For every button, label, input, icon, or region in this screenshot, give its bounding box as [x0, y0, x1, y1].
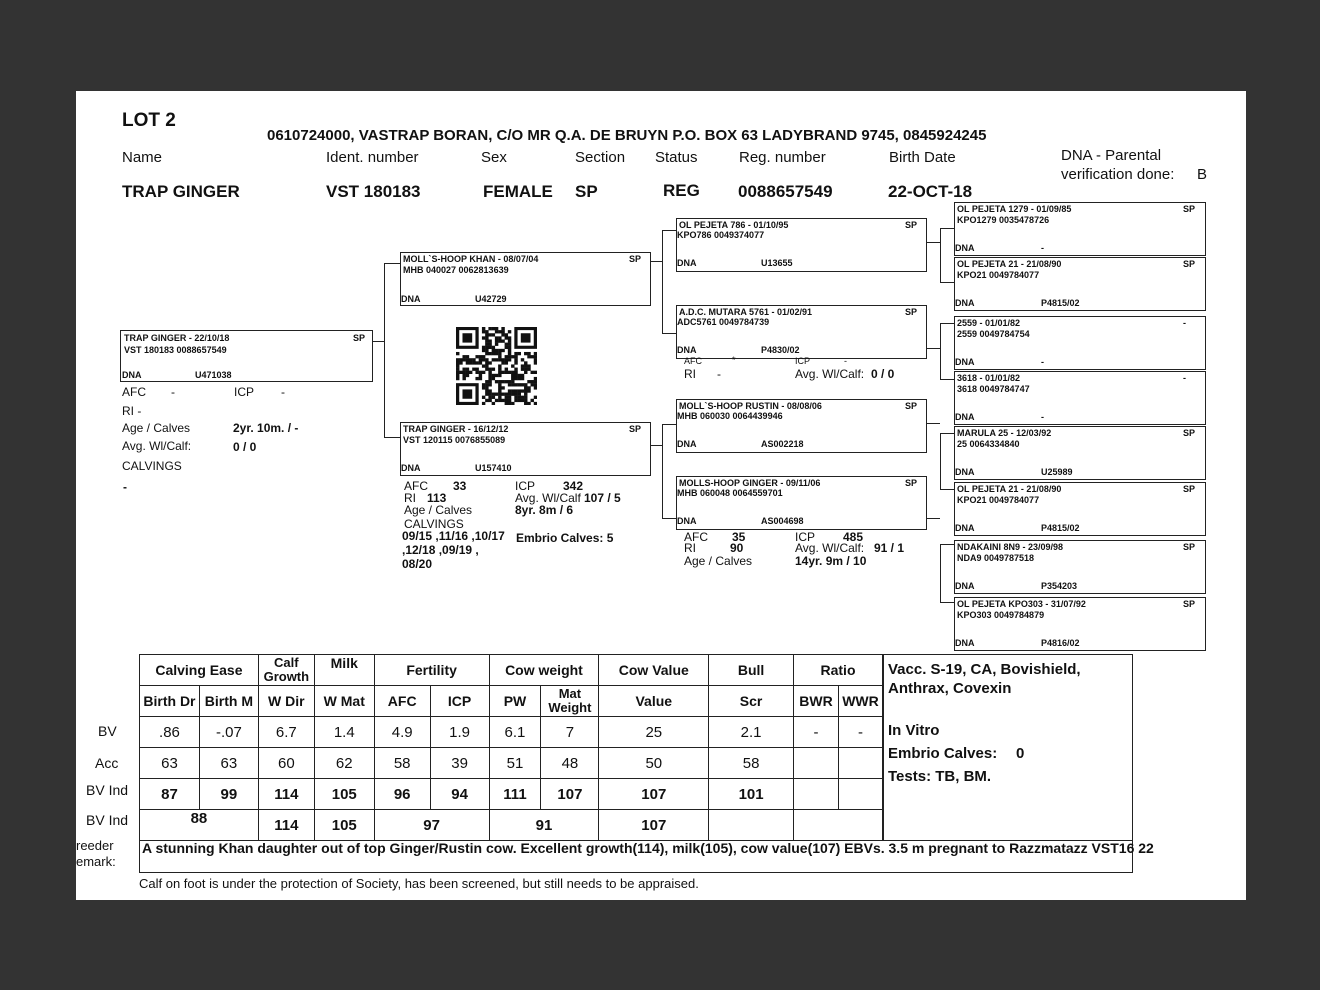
ggp-dna: P4815/02 [1041, 298, 1080, 308]
owner-details: 0610724000, VASTRAP BORAN, C/O MR Q.A. DE BRUYN P.O. BOX 63 LADYBRAND 9745, 0845924245 [267, 127, 987, 144]
ebv-bv-cell: 6.1 [489, 717, 541, 748]
qr-code-icon [456, 327, 537, 405]
value-sex: FEMALE [483, 182, 553, 201]
animal-ri: RI - [122, 404, 142, 418]
animal-box [120, 330, 373, 382]
ebv-bv-cell: - [838, 717, 882, 748]
ggp-dna-label: DNA [955, 467, 975, 477]
label-dna-1: DNA - Parental [1061, 147, 1162, 164]
label-birth: Birth Date [889, 149, 956, 166]
connector-line [372, 341, 384, 342]
mg-afc: 35 [732, 530, 746, 544]
ebv-sub-header: AFC [374, 686, 430, 717]
ebv-index-cell: 99 [199, 779, 258, 810]
dam-age: 8yr. 8m / 6 [515, 503, 574, 517]
footer-note: Calf on foot is under the protection of Society, has been screened, but still needs to be appraised. [139, 876, 699, 891]
ebv-bv-cell: 7 [541, 717, 599, 748]
ggp-title: 3618 - 01/01/82 [957, 373, 1021, 383]
connector-line [940, 323, 954, 324]
animal-calvings-value: - [123, 480, 127, 494]
connector-line [384, 437, 400, 438]
embrio-calves-value: 0 [1016, 745, 1025, 762]
ebv-sub-header: W Dir [258, 686, 314, 717]
connector-line [926, 518, 940, 519]
value-reg: 0088657549 [738, 182, 833, 201]
value-name: TRAP GINGER [122, 182, 240, 201]
ggp-dna: P4815/02 [1041, 523, 1080, 533]
ggp-dna: U25989 [1041, 467, 1073, 477]
dam-icp-label: ICP [515, 479, 536, 493]
ggp-ids: 2559 0049784754 [957, 329, 1030, 339]
ebv-sub-header: Birth M [199, 686, 258, 717]
dam-ri: 113 [427, 491, 447, 505]
mg-icp-label: ICP [795, 530, 816, 544]
ebv-sub-header: ICP [430, 686, 489, 717]
connector-line [650, 445, 662, 446]
animal-age: 2yr. 10m. / - [233, 421, 299, 435]
ebv-index-cell: 114 [258, 779, 314, 810]
great-grandparent-box [954, 426, 1206, 480]
ebv-index-cell: 105 [314, 779, 374, 810]
dam-dna-label: DNA [401, 463, 421, 473]
animal-avg: 0 / 0 [233, 440, 257, 454]
mg-avg-label: Avg. Wl/Calf: [795, 541, 865, 555]
ebv-index-cell: 87 [140, 779, 200, 810]
value-section: SP [575, 182, 598, 201]
animal-age-label: Age / Calves [122, 421, 191, 435]
adc-ri: - [717, 367, 721, 381]
breeder-remark-label-2: emark: [76, 854, 116, 869]
animal-avg-label: Avg. Wl/Calf: [122, 439, 192, 453]
great-grandparent-box [954, 482, 1206, 536]
ggp-title: NDAKAINI 8N9 - 23/09/98 [957, 542, 1064, 552]
ggp-section: SP [1183, 542, 1196, 552]
adc-icp-label: ICP [795, 356, 811, 366]
ggp-ids: KPO21 0049784077 [957, 495, 1040, 505]
ebv-group-header: Cow weight [489, 655, 599, 686]
adc-afc: * [732, 355, 736, 365]
ggp-section: SP [1183, 599, 1196, 609]
great-grandparent-box [954, 597, 1206, 651]
grandparent-box [676, 399, 927, 453]
label-reg: Reg. number [739, 149, 826, 166]
ggp-dna-label: DNA [955, 523, 975, 533]
animal-afc: - [171, 385, 175, 399]
ebv-acc-cell: 51 [489, 748, 541, 779]
dam-icp: 342 [563, 479, 584, 493]
adc-avg-label: Avg. Wl/Calf: [795, 367, 865, 381]
mg-ri: 90 [730, 541, 744, 555]
row-label-acc: Acc [95, 755, 119, 771]
label-dna-2: verification done: [1061, 166, 1175, 183]
ebv-acc-cell: 60 [258, 748, 314, 779]
ebv-group-header: Calf Growth [258, 655, 314, 686]
connector-line [940, 228, 954, 229]
value-ident: VST 180183 [326, 182, 421, 201]
gp-dna-label: DNA [677, 345, 697, 355]
breeder-remark-label-1: reeder [76, 838, 114, 853]
dam-age-label: Age / Calves [404, 503, 473, 517]
ggp-ids: KPO1279 0035478726 [957, 215, 1050, 225]
ggp-dna-label: DNA [955, 412, 975, 422]
mg-afc-label: AFC [684, 530, 708, 544]
connector-line [940, 489, 954, 490]
grandparent-box [676, 476, 927, 530]
ggp-dna-label: DNA [955, 298, 975, 308]
ebv-bv-cell: 25 [599, 717, 709, 748]
ggp-title: MARULA 25 - 12/03/92 [957, 428, 1052, 438]
ebv-group-header: Cow Value [599, 655, 709, 686]
ebv-index-cell: 101 [709, 779, 794, 810]
ebv-group-header: Fertility [374, 655, 489, 686]
great-grandparent-box [954, 316, 1206, 370]
dam-ri-label: RI [404, 491, 416, 505]
gp-title: MOLL`S-HOOP RUSTIN - 08/08/06 [679, 401, 822, 411]
ebv-bv-cell: -.07 [199, 717, 258, 748]
ggp-dna-label: DNA [955, 581, 975, 591]
dam-calvings-label: CALVINGS [404, 517, 464, 531]
label-section: Section [575, 149, 626, 166]
dam-title: TRAP GINGER - 16/12/12 [403, 424, 509, 434]
breeder-remark-text: A stunning Khan daughter out of top Ginger/Rustin cow. Excellent growth(114), milk(105), cow value(107) EBVs. 3.5 m pregnant to Razzmatazz VST16 22 [142, 840, 1154, 856]
ggp-title: OL PEJETA 21 - 21/08/90 [957, 259, 1062, 269]
ebv-acc-cell: 62 [314, 748, 374, 779]
dam-afc: 33 [453, 479, 467, 493]
ebv-group-index-cell: 97 [374, 810, 489, 841]
gp-ids: KPO786 0049374077 [677, 230, 765, 240]
ggp-dna: P354203 [1041, 581, 1078, 591]
label-sex: Sex [481, 149, 507, 166]
mg-age: 14yr. 9m / 10 [795, 554, 867, 568]
ggp-section: SP [1183, 484, 1196, 494]
row-label-bv-ind: BV Ind [86, 782, 129, 798]
row-label-bv-ind-2: BV Ind [86, 812, 129, 828]
ebv-group-header: Bull [709, 655, 794, 686]
catalogue-sheet [76, 91, 1246, 900]
dam-calvings-3: 08/20 [402, 557, 433, 571]
vaccination-text: Vacc. S-19, CA, Bovishield, [888, 661, 1081, 678]
animal-dna: U471038 [195, 370, 232, 380]
dam-avg-label: Avg. Wl/Calf [515, 491, 581, 505]
ggp-section: - [1183, 318, 1186, 328]
ggp-dna: - [1041, 357, 1044, 367]
connector-line [940, 544, 941, 602]
ggp-title: OL PEJETA KPO303 - 31/07/92 [957, 599, 1086, 609]
animal-afc-label: AFC [122, 385, 146, 399]
ebv-index-cell: 94 [430, 779, 489, 810]
ebv-group-index-cell: 88 [140, 810, 259, 841]
connector-line [384, 263, 400, 264]
ebv-index-cell: 96 [374, 779, 430, 810]
ebv-sub-header: Birth Dr [140, 686, 200, 717]
animal-ids: VST 180183 0088657549 [124, 345, 227, 355]
connector-line [940, 379, 954, 380]
gp-dna-label: DNA [677, 439, 697, 449]
dam-box [400, 422, 651, 476]
animal-section: SP [353, 333, 366, 343]
ebv-group-header: Calving Ease [140, 655, 259, 686]
gp-dna: AS004698 [761, 516, 804, 526]
great-grandparent-box [954, 540, 1206, 594]
ebv-group-index-cell: 107 [599, 810, 709, 841]
mg-age-label: Age / Calves [684, 554, 753, 568]
connector-line [662, 230, 676, 231]
dam-calvings-2: ,12/18 ,09/19 , [402, 543, 479, 557]
gp-dna: AS002218 [761, 439, 804, 449]
dam-calvings-1: 09/15 ,11/16 ,10/17 [402, 529, 505, 543]
sire-dna-label: DNA [401, 294, 421, 304]
adc-afc-label: AFC [684, 356, 702, 366]
ebv-sub-header: PW [489, 686, 541, 717]
ggp-dna: - [1041, 412, 1044, 422]
ebv-group-index-cell: 105 [314, 810, 374, 841]
ebv-bv-cell: 1.4 [314, 717, 374, 748]
gp-dna-label: DNA [677, 516, 697, 526]
adc-ri-label: RI [684, 367, 696, 381]
dam-section: SP [629, 424, 642, 434]
ebv-bv-cell: - [794, 717, 839, 748]
ebv-index-cell: 107 [599, 779, 709, 810]
ebv-bv-cell: 6.7 [258, 717, 314, 748]
ebv-table [139, 654, 883, 841]
tests-text: Tests: TB, BM. [888, 768, 992, 785]
connector-line [940, 433, 954, 434]
mg-icp: 485 [843, 530, 864, 544]
ebv-index-cell: 111 [489, 779, 541, 810]
ggp-ids: KPO303 0049784879 [957, 610, 1045, 620]
gp-section: SP [905, 401, 918, 411]
ebv-group-index-cell: 91 [489, 810, 599, 841]
ebv-bv-cell: .86 [140, 717, 200, 748]
remarks-box [139, 840, 1154, 873]
animal-icp-label: ICP [234, 385, 255, 399]
adc-icp: - [844, 356, 847, 366]
ebv-index-cell [838, 779, 882, 810]
dam-afc-label: AFC [404, 479, 428, 493]
sire-dna: U42729 [475, 294, 507, 304]
ggp-section: SP [1183, 428, 1196, 438]
notes-box [883, 654, 1133, 842]
gp-dna-label: DNA [677, 258, 697, 268]
gp-title: A.D.C. MUTARA 5761 - 01/02/91 [679, 307, 813, 317]
ggp-ids: 3618 0049784747 [957, 384, 1030, 394]
connector-line [940, 323, 941, 379]
vaccination-text-2: Anthrax, Covexin [888, 680, 1012, 697]
ebv-acc-cell [794, 748, 839, 779]
dam-embrio-calves: Embrio Calves: 5 [516, 531, 614, 545]
ebv-acc-cell: 48 [541, 748, 599, 779]
gp-dna: P4830/02 [761, 345, 800, 355]
connector-line [940, 602, 954, 603]
row-label-bv: BV [98, 723, 117, 739]
label-status: Status [655, 149, 698, 166]
connector-line [662, 333, 676, 334]
value-status: REG [663, 181, 700, 200]
animal-icp: - [281, 385, 285, 399]
embrio-calves-label: Embrio Calves: [888, 745, 998, 762]
gp-section: SP [905, 307, 918, 317]
connector-line [940, 433, 941, 489]
ebv-sub-header: Mat Weight [541, 686, 599, 717]
animal-dna-label: DNA [122, 370, 142, 380]
connector-line [650, 261, 662, 262]
ggp-dna: P4816/02 [1041, 638, 1080, 648]
ebv-acc-cell: 39 [430, 748, 489, 779]
ebv-index-cell: 107 [541, 779, 599, 810]
ggp-ids: 25 0064334840 [957, 439, 1020, 449]
gp-section: SP [905, 220, 918, 230]
sire-ids: MHB 040027 0062813639 [403, 265, 509, 275]
mg-ri-label: RI [684, 541, 696, 555]
connector-line [940, 282, 954, 283]
ebv-acc-cell: 58 [709, 748, 794, 779]
grandparent-box [676, 218, 927, 272]
ebv-group-index-cell: 114 [258, 810, 314, 841]
great-grandparent-box [954, 202, 1206, 256]
ebv-bv-cell: 4.9 [374, 717, 430, 748]
connector-line [926, 348, 940, 349]
ebv-acc-cell: 58 [374, 748, 430, 779]
mg-avg: 91 / 1 [874, 541, 905, 555]
connector-line [662, 518, 676, 519]
connector-line [662, 424, 663, 518]
ebv-sub-header: BWR [794, 686, 839, 717]
in-vitro-label: In Vitro [888, 722, 940, 739]
ggp-dna-label: DNA [955, 357, 975, 367]
gp-dna: U13655 [761, 258, 793, 268]
lot-number: LOT 2 [122, 110, 176, 131]
dam-dna: U157410 [475, 463, 512, 473]
ebv-acc-cell [838, 748, 882, 779]
ebv-bv-cell: 2.1 [709, 717, 794, 748]
connector-line [940, 544, 954, 545]
ebv-acc-cell: 63 [199, 748, 258, 779]
ebv-index-cell [794, 779, 839, 810]
ggp-dna-label: DNA [955, 243, 975, 253]
gp-ids: MHB 060030 0064439946 [677, 411, 783, 421]
ggp-dna: - [1041, 243, 1044, 253]
connector-line [662, 424, 676, 425]
connector-line [662, 230, 663, 333]
label-name: Name [122, 149, 163, 166]
ebv-sub-header: Scr [709, 686, 794, 717]
ebv-sub-header: WWR [838, 686, 882, 717]
animal-calvings-label: CALVINGS [122, 459, 182, 473]
ggp-section: SP [1183, 259, 1196, 269]
grandparent-box [676, 305, 927, 359]
ebv-group-index-cell [794, 810, 883, 841]
ggp-ids: KPO21 0049784077 [957, 270, 1040, 280]
ebv-bv-cell: 1.9 [430, 717, 489, 748]
ggp-ids: NDA9 0049787518 [957, 553, 1035, 563]
gp-ids: ADC5761 0049784739 [677, 317, 770, 327]
ggp-title: OL PEJETA 1279 - 01/09/85 [957, 204, 1072, 214]
ebv-acc-cell: 63 [140, 748, 200, 779]
ebv-acc-cell: 50 [599, 748, 709, 779]
ebv-sub-header: Value [599, 686, 709, 717]
value-birth: 22-OCT-18 [888, 182, 973, 201]
animal-title: TRAP GINGER - 22/10/18 [124, 333, 230, 343]
ggp-dna-label: DNA [955, 638, 975, 648]
dna-verification-value: B [1197, 166, 1208, 183]
dam-ids: VST 120115 0076855089 [403, 435, 506, 445]
ggp-section: - [1183, 373, 1186, 383]
sire-box [400, 252, 651, 306]
dam-avg: 107 / 5 [584, 491, 621, 505]
sire-title: MOLL`S-HOOP KHAN - 08/07/04 [403, 254, 539, 264]
great-grandparent-box [954, 371, 1206, 425]
gp-section: SP [905, 478, 918, 488]
ebv-group-header: Milk [314, 655, 374, 686]
ebv-group-index-cell [709, 810, 794, 841]
sire-section: SP [629, 254, 642, 264]
ggp-section: SP [1183, 204, 1196, 214]
gp-title: MOLLS-HOOP GINGER - 09/11/06 [679, 478, 821, 488]
ebv-group-header: Ratio [794, 655, 883, 686]
connector-line [926, 242, 940, 243]
ggp-title: 2559 - 01/01/82 [957, 318, 1021, 328]
ggp-title: OL PEJETA 21 - 21/08/90 [957, 484, 1062, 494]
adc-avg: 0 / 0 [871, 367, 895, 381]
label-ident: Ident. number [326, 149, 419, 166]
gp-ids: MHB 060048 0064559701 [677, 488, 783, 498]
connector-line [384, 263, 385, 437]
ebv-sub-header: W Mat [314, 686, 374, 717]
gp-title: OL PEJETA 786 - 01/10/95 [679, 220, 789, 230]
connector-line [940, 228, 941, 282]
great-grandparent-box [954, 257, 1206, 311]
connector-line [926, 423, 940, 424]
